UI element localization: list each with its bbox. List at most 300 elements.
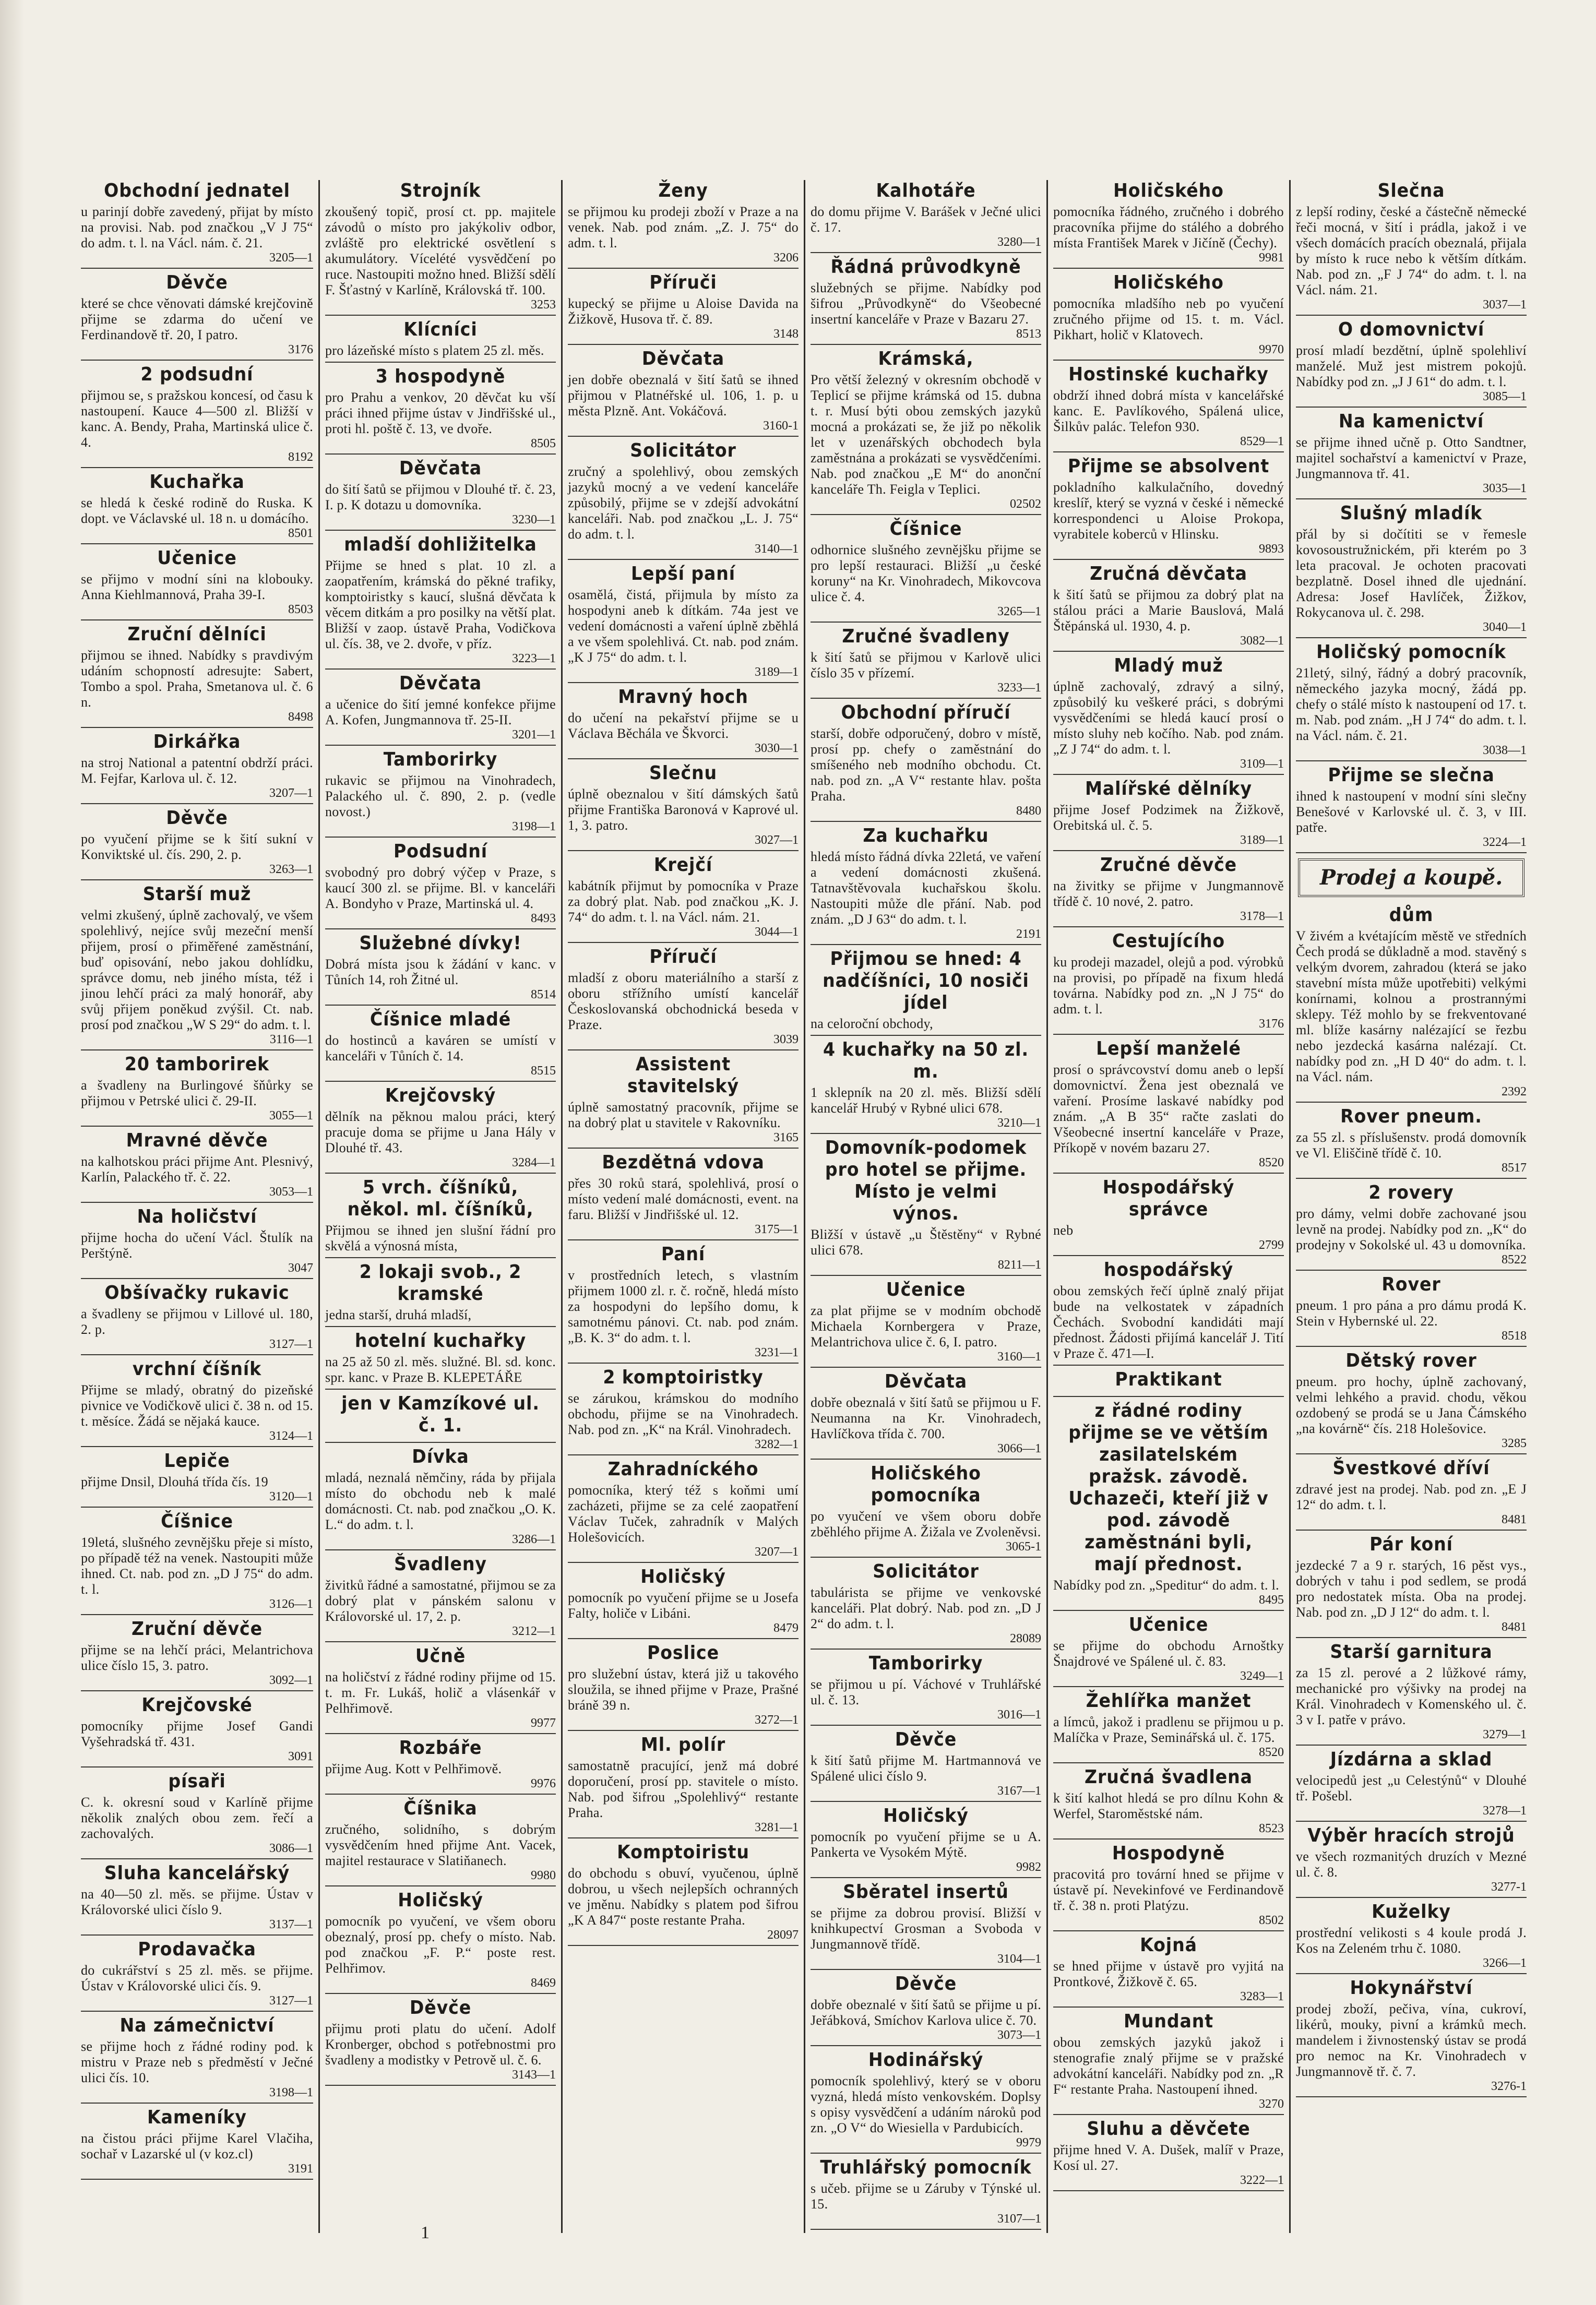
ad-heading: Řádná průvodkyně: [830, 256, 1021, 278]
ad-heading: Holičský: [883, 1805, 969, 1826]
ad-reference-number: 3047: [288, 1261, 313, 1275]
ad-body: přijme se na lehčí práci, Melantrichova ulice číslo 15, 3. patro.: [81, 1642, 313, 1673]
ad-heading: Slečnu: [649, 762, 717, 784]
ad-heading: Starší muž: [142, 883, 252, 905]
ad-reference-number: 3266—1: [1483, 1956, 1527, 1970]
ad-reference-number: 3230—1: [512, 513, 556, 527]
ad-heading: O domovnictví: [1338, 319, 1485, 340]
ad-body: zkoušený topič, prosí ct. pp. majitele závodů o místo pro jakýkoliv odbor, zvláště pro elektrické osvětlení s akumulátory. Vícelété vysvědčení po ruce. Nastoupiti možno hned. Bližší sdělí F. Šťastný v Karlíně, Královská tř. 100.: [325, 204, 556, 297]
classified-ad: [81, 1450, 313, 1508]
ad-reference-number: 3082—1: [1240, 634, 1284, 648]
ad-heading: Číšnice: [161, 1511, 233, 1532]
ad-reference-number: 3035—1: [1483, 482, 1527, 495]
classified-ad: [568, 1367, 799, 1455]
ad-body: osamělá, čistá, přijmula by místo za hospodyni aneb k dítkám. 74a jest ve vedení domácnosti a vaření úplně zběhlá a ve všem spolehlivá. Ct. nab. pod znám. „K J 75“ do adm. t. l.: [568, 587, 799, 665]
classified-ad: [811, 1039, 1041, 1134]
ad-body: se zárukou, krámskou do modního obchodu, přijme se na Vinohradech. Nab. pod zn. „K“ na Král. Vinohradech.: [568, 1391, 799, 1437]
ad-heading: Praktikant: [1115, 1369, 1222, 1390]
ad-reference-number: 8479: [773, 1621, 799, 1635]
ad-reference-number: 3282—1: [755, 1438, 799, 1451]
classified-ad: [1053, 1259, 1284, 1366]
ad-heading: 2 lokaji svob., 2 kramské: [359, 1261, 522, 1305]
classified-ad: [811, 1279, 1041, 1368]
page-gutter-shadow: [0, 0, 24, 2305]
ad-reference-number: 9977: [531, 1716, 556, 1730]
classified-ad: [1296, 1534, 1527, 1638]
ad-reference-number: 8480: [1016, 804, 1041, 818]
ad-reference-number: 3160—1: [997, 1350, 1041, 1364]
classified-ad: [81, 624, 313, 728]
ad-body: z lepší rodiny, české a částečně německé řeči mocná, v šití i prádla, jakož i ve všech domácích pracích obeznalá, přijala by místo k ruce nebo k větším dítkám. Nab. pod zn. „F J 74“ do adm. t. l. na Václ. nám. 21.: [1296, 204, 1527, 297]
ad-heading: dům: [1389, 904, 1434, 926]
ad-heading: Pár koní: [1369, 1534, 1453, 1555]
ad-body: prosí mladí bezdětní, úplně spolehliví manželé. Muž jest mistrem pokojů. Nabídky pod zn. „J J 61“ do adm. t. l.: [1296, 343, 1527, 389]
ad-body: kupecký se přijme u Aloise Davida na Žižkově, Husova tř. č. 89.: [568, 296, 799, 327]
ad-body: Bližší v ústavě „u Štěstěny“ v Rybné ulici 678.: [811, 1227, 1041, 1258]
ad-body: neb: [1053, 1223, 1074, 1238]
ad-body: pomocníka řádného, zručného i dobrého pracovníka přijme do stálého a dobrého místa František Marek v Jičíně (Čechy).: [1053, 204, 1284, 250]
classified-ad: [325, 366, 556, 455]
ad-heading: Zručné děvče: [1100, 854, 1237, 876]
ad-body: přes 30 roků stará, spolehlivá, prosí o místo vedení malé domácnosti, event. na faru. Bližší v Jindřišské ul. 12.: [568, 1176, 799, 1222]
ad-body: a švadleny se přijmou v Lillové ul. 180, 2. p.: [81, 1306, 313, 1337]
ad-reference-number: 3053—1: [269, 1185, 313, 1199]
ad-body: pomocníky přijme Josef Gandi Vyšehradská tř. 431.: [81, 1718, 313, 1749]
ad-heading: Na zámečnictví: [120, 2015, 275, 2036]
ad-reference-number: 3276-1: [1491, 2080, 1527, 2093]
ad-body: obou zemských řečí úplně znalý přijat bude na velkostatek v západních Čechách. Svobodní kandidáti mají přednost. Žádosti přijímá kancelář J. Tití v Praze č. 471—I.: [1053, 1283, 1284, 1361]
classified-ad: [1053, 563, 1284, 652]
classified-ad: [81, 1511, 313, 1615]
ad-heading: Assistent stavitelský: [627, 1054, 739, 1097]
ad-body: 1 sklepník na 20 zl. měs. Bližší sdělí kancelář Hrubý v Rybné ulici 678.: [811, 1085, 1041, 1116]
classified-ad: [811, 1729, 1041, 1802]
section-heading-sale: Prodej a koupě.: [1298, 858, 1524, 897]
ad-body: se hledá k české rodině do Ruska. K dopt. ve Václavské ul. 18 n. u domácího.: [81, 495, 313, 526]
ad-body: starší, dobře odporučený, dobro v místě, prosí pp. chefy o zaměstnání do smíšeného neb modního obchodu. Ct. nab. pod zn. „A V“ restante hlav. pošta Praha.: [811, 726, 1041, 804]
ad-heading: Holičského pomocníka: [871, 1463, 981, 1506]
ad-body: se přijme za dobrou provisí. Bližší v knihkupectví Grosman a Svoboda v Jungmannově třídě.: [811, 1905, 1041, 1952]
classified-ad: [325, 1798, 556, 1886]
classified-ad: [811, 180, 1041, 253]
ad-reference-number: 3127—1: [269, 1337, 313, 1351]
ad-body: pro lázeňské místo s platem 25 zl. měs.: [325, 343, 544, 358]
ad-reference-number: 3086—1: [269, 1842, 313, 1855]
ad-reference-number: 3116—1: [269, 1033, 313, 1046]
ad-reference-number: 8493: [531, 912, 556, 925]
ad-body: se přijmou ku prodeji zboží v Praze a na venek. Nab. pod znám. „Z. J. 75“ do adm. t. l.: [568, 204, 799, 250]
ad-body: do učení na pekařství přijme se u Václava Běchála ve Škvorci.: [568, 710, 799, 741]
classified-ad: [1053, 1614, 1284, 1687]
ad-body: živitků řádné a samostatné, přijmou se za dobrý plat v pánském salonu v Královorské ul. 17, 2. p.: [325, 1578, 556, 1624]
ad-body: C. k. okresní soud v Karlíně přijme několik znalých obou zem. řečí a zachovalých.: [81, 1795, 313, 1841]
ad-heading: Obšívačky rukavic: [104, 1282, 290, 1304]
classified-ad: [568, 1842, 799, 1946]
ad-reference-number: 3265—1: [997, 605, 1041, 618]
ad-body: V živém a kvétajícím městě ve středních Čech prodá se důkladně a mod. stavěný s velkým dvorem, zahradou (která se jako stavební místa může upotřebiti) velkými konírnami, kolnou a prostrannými sklepy. Též mohlo by se frekventované ml. blíže kasárny nalézající se řezbu nebo jezdecká kasárna nalézají. Ct. nabídky pod zn. „H D 40“ do adm. t. l. na Václ. nám.: [1296, 928, 1527, 1084]
ad-reference-number: 2392: [1502, 1085, 1527, 1098]
classified-ad: [568, 1244, 799, 1364]
ad-reference-number: 3055—1: [269, 1109, 313, 1122]
ad-reference-number: 3198—1: [512, 820, 556, 833]
ad-reference-number: 9982: [1016, 1860, 1041, 1874]
ad-heading: písaři: [168, 1771, 226, 1792]
ad-heading: Krejčí: [653, 854, 713, 876]
ad-heading: Holičský: [640, 1566, 726, 1587]
classified-ad: [811, 1137, 1041, 1276]
ad-reference-number: 3016—1: [997, 1708, 1041, 1722]
ad-reference-number: 9980: [531, 1869, 556, 1882]
ad-heading: Služebné dívky!: [359, 933, 522, 954]
ad-heading: Bezdětná vdova: [602, 1152, 765, 1173]
ad-heading: Holičského: [1113, 180, 1224, 201]
classified-ad: [1053, 456, 1284, 560]
classified-ad: [1053, 272, 1284, 361]
classified-ad: [81, 731, 313, 804]
ad-body: Přijme se mladý, obratný do pizeňské pivnice ve Vodičkově ulici č. 38 n. od 15. t. měsíce. Žádá se nějaká kauce.: [81, 1382, 313, 1429]
ad-heading: Mundant: [1123, 2011, 1214, 2032]
ad-heading: Děvčata: [399, 458, 482, 479]
ad-heading: Číšnice: [889, 518, 962, 540]
ad-reference-number: 3039: [773, 1033, 799, 1046]
ad-body: k šití šatů se přijmou v Karlově ulici číslo 35 v přízemí.: [811, 650, 1041, 680]
ad-heading: Zahradníckého: [608, 1459, 759, 1480]
classified-ad: [1296, 1901, 1527, 1974]
ad-heading: Zruční děvče: [132, 1618, 263, 1640]
ad-body: pneum. 1 pro pána a pro dámu prodá K. Stein v Hybernské ul. 22.: [1296, 1298, 1527, 1329]
ad-body: přijmou se ihned. Nabídky s pravdivým udáním schopností adresujte: Sabert, Tombo a spol. Praha, Smetanova ul. č. 6 n.: [81, 648, 313, 710]
classified-ad: [81, 1618, 313, 1691]
ad-reference-number: 3253: [531, 298, 556, 312]
ad-heading: Číšnice mladé: [370, 1009, 511, 1030]
ad-heading: Učenice: [1128, 1614, 1209, 1635]
classified-ad: [1053, 1369, 1284, 1397]
ad-heading: Slušný mladík: [1340, 503, 1483, 524]
ad-reference-number: 3206: [773, 251, 799, 265]
ad-heading: Podsudní: [393, 841, 488, 862]
classified-ad: [325, 1997, 556, 2086]
ad-reference-number: 3027—1: [755, 833, 799, 847]
ad-reference-number: 3030—1: [755, 742, 799, 755]
ad-heading: Mladý muž: [1114, 655, 1223, 676]
classified-ad: [1296, 1106, 1527, 1179]
ad-heading: Zručné švadleny: [842, 626, 1010, 647]
ad-heading: jen v Kamzíkové ul. č. 1.: [341, 1393, 540, 1436]
ad-heading: 2 podsudní: [140, 364, 254, 385]
ad-heading: Lepší manželé: [1096, 1038, 1241, 1059]
ad-body: velocipedů jest „u Celestýnů“ v Dlouhé tř. Pošebl.: [1296, 1773, 1527, 1804]
ad-reference-number: 3189—1: [755, 665, 799, 679]
ad-reference-number: 3085—1: [1483, 390, 1527, 403]
ad-heading: Děvče: [895, 1729, 957, 1750]
ad-body: u parinjí dobře zavedený, přijat by místo na provisi. Nab. pod značkou „V J 75“ do adm. t. l. na Václ. nám. č. 21.: [81, 204, 313, 250]
classified-ad: [1053, 180, 1284, 269]
ad-reference-number: 2191: [1016, 927, 1041, 941]
ad-reference-number: 3038—1: [1483, 744, 1527, 757]
ad-body: dobře obeznalá v šití šatů se přijmou u F. Neumanna na Kr. Vinohradech, Havlíčkova třída č. 700.: [811, 1395, 1041, 1441]
classified-ad: [81, 2015, 313, 2104]
classified-ad: [1053, 1843, 1284, 1931]
ad-body: mladá, neznalá němčiny, ráda by přijala místo do obchodu neb k malé domácnosti. Ct. nab. pod značkou „O. K. L.“ do adm. t. l.: [325, 1470, 556, 1532]
ad-body: na živitky se přijme v Jungmannově třídě č. 10 nové, 2. patro.: [1053, 878, 1284, 909]
ad-reference-number: 8495: [1259, 1593, 1284, 1607]
ad-body: přijmou se, s pražskou koncesí, od času k nastoupení. Kauce 4—500 zl. Bližší v kanc. A. Bendy, Praha, Martinská ulice č. 4.: [81, 388, 313, 450]
ad-reference-number: 3207—1: [755, 1545, 799, 1559]
ad-body: 21letý, silný, řádný a dobrý pracovník, německého jazyka mocný, žádá pp. chefy o stálé místo k nastoupení od 17. t. m. Nab. pod znám. „H J 74“ do adm. t. l. na Václ. nám. č. 21.: [1296, 665, 1527, 743]
ad-reference-number: 9976: [531, 1777, 556, 1790]
ad-heading: hotelní kuchařky: [354, 1330, 527, 1352]
classified-ad: [81, 883, 313, 1050]
classified-ad: [568, 1459, 799, 1563]
ad-body: k šití kalhot hledá se pro dílnu Kohn & Werfel, Staroměstské nám.: [1053, 1790, 1284, 1821]
ad-reference-number: 28089: [1010, 1632, 1041, 1645]
classified-ad: [811, 348, 1041, 515]
ad-heading: Rover pneum.: [1340, 1106, 1482, 1127]
ad-reference-number: 3233—1: [997, 681, 1041, 695]
classified-ad: [1296, 1458, 1527, 1531]
ad-reference-number: 3212—1: [512, 1625, 556, 1638]
ad-heading: 2 rovery: [1368, 1182, 1454, 1203]
ad-reference-number: 3207—1: [269, 786, 313, 800]
ad-heading: Kojná: [1140, 1934, 1197, 1956]
ad-reference-number: 3044—1: [755, 925, 799, 939]
ad-body: na celoroční obchody,: [811, 1016, 933, 1031]
classified-ad: [811, 256, 1041, 345]
ad-reference-number: 9970: [1259, 343, 1284, 356]
ad-heading: Ženy: [658, 180, 708, 201]
ad-reference-number: 9979: [1016, 2136, 1041, 2149]
ad-heading: Starší garnitura: [1330, 1641, 1493, 1663]
ad-heading: Krámská,: [878, 348, 974, 369]
column-2: [318, 180, 561, 2233]
classified-ad: [1053, 1400, 1284, 1611]
classified-ad: [1053, 1038, 1284, 1174]
ad-reference-number: 3263—1: [269, 863, 313, 876]
ad-reference-number: 3092—1: [269, 1674, 313, 1687]
ad-heading: Dirkářka: [153, 731, 241, 753]
classified-ad: [811, 1371, 1041, 1460]
ad-heading: Lepší paní: [630, 563, 736, 584]
ad-reference-number: 8515: [531, 1064, 556, 1078]
ad-body: po vyučení přijme se k šití sukní v Konviktské ul. čís. 290, 2. p.: [81, 831, 313, 862]
classified-ad: [81, 547, 313, 620]
ad-reference-number: 3140—1: [755, 542, 799, 556]
ad-reference-number: 3223—1: [512, 652, 556, 665]
classified-ad: [1053, 1177, 1284, 1256]
ad-reference-number: 8211—1: [997, 1258, 1041, 1272]
ad-body: na holičství z řádné rodiny přijme od 15. t. m. Fr. Lukáš, holič a vlásenkář v Pelhřimově.: [325, 1669, 556, 1716]
ad-reference-number: 3198—1: [269, 2086, 313, 2099]
ad-body: obou zemských jazyků jakož i stenografie znalý přijme se v pražské advokátní kanceláři. Nabídky pod zn. „R F“ restante Praha. Nastoupení ihned.: [1053, 2035, 1284, 2097]
ad-body: do cukrářství s 25 zl. měs. se přijme. Ústav v Královorské ulici čís. 9.: [81, 1963, 313, 1993]
ad-body: prodej zboží, pečiva, vína, cukroví, likérů, mouky, pivní a krámků mech. mandelem i živnostenský ústav se prodá pro nemoc na Kr. Vinohradech v Jungmannově tř. č. 7.: [1296, 2001, 1527, 2079]
classified-ad: [81, 1282, 313, 1355]
ad-reference-number: 3109—1: [1240, 757, 1284, 771]
ad-reference-number: 3191: [288, 2162, 313, 2176]
ad-body: velmi zkušený, úplně zachovalý, ve všem spolehlivý, nejíce svůj mezeční menší přijem, prosí o přiměřené zaměstnání, buď opisování, nebo jakou dohlídku, správce domu, neb jiného místa, též i jinou lehčí práci za malý honorář, aby svůj přijem poněkud zvýšil. Ct. nab. prosí pod značkou „W S 29“ do adm. t. l.: [81, 907, 313, 1032]
ad-body: se přijmou u pí. Váchové v Truhlářské ul. č. 13.: [811, 1677, 1041, 1707]
ad-body: které se chce věnovati dámské krejčovině přijme se zdarma do učení ve Ferdinandově tř. 20, I patro.: [81, 296, 313, 342]
ad-heading: Učenice: [157, 547, 237, 569]
classified-ad: [811, 1973, 1041, 2046]
ad-heading: Zručná děvčata: [1090, 563, 1247, 584]
ad-body: jedna starší, druhá mladší,: [325, 1307, 472, 1322]
ad-reference-number: 3143—1: [512, 2068, 556, 2082]
ad-body: ku prodeji mazadel, olejů a pod. výrobků na provisi, po případě na fixum hledá továrna. Nabídky pod zn. „N J 75“ do adm. t. l.: [1053, 954, 1284, 1017]
ad-heading: Komptoiristu: [617, 1842, 749, 1863]
ad-body: přijme Aug. Kott v Pelhřimově.: [325, 1761, 502, 1776]
classified-ad: [325, 1330, 556, 1390]
ad-body: Dobrá místa jsou k žádání v kanc. v Tůních 14, roh Žitné ul.: [325, 957, 556, 987]
ad-heading: Děvče: [895, 1973, 957, 1995]
ad-reference-number: 3040—1: [1483, 620, 1527, 634]
ad-reference-number: 3160-1: [763, 419, 799, 433]
ad-body: pomocník po vyučení, ve všem oboru obeznalý, prosí pp. chefy o místo. Nab. pod značkou „F. P.“ poste rest. Pelhřimov.: [325, 1914, 556, 1976]
ad-body: jezdecké 7 a 9 r. starých, 16 pěst vys., dobrých v tahu i pod sedlem, se prodá pro nedostatek místa. Oba na prodej. Nab. pod zn. „D J 12“ do adm. t. l.: [1296, 1558, 1527, 1620]
classified-ad: [1296, 1641, 1527, 1746]
ad-heading: 3 hospodyně: [375, 366, 506, 387]
classified-ad: [1296, 1350, 1527, 1454]
ad-heading: Děvče: [166, 272, 228, 293]
classified-ad: [1053, 1934, 1284, 2008]
ad-body: kabátník přijmut by pomocníka v Praze za dobrý plat. Nab. pod značkou „K. J. 74“ do adm. t. l. na Václ. nám. 21.: [568, 878, 799, 925]
ad-reference-number: 8469: [531, 1976, 556, 1990]
classified-ad: [1053, 364, 1284, 452]
ad-body: služebných se přijme. Nabídky pod šifrou „Průvodkyně“ do Všeobecné insertní kanceláře v Praze v Bazaru 27.: [811, 280, 1041, 327]
ad-heading: Poslice: [647, 1642, 719, 1664]
ad-body: pracovitá pro tovární hned se přijme v ústavě pí. Nevekinfové ve Ferdinandově tř. č. 38 n. proti Platýzu.: [1053, 1867, 1284, 1913]
classified-ad: [325, 1890, 556, 1994]
ad-heading: Přijme se absolvent: [1067, 456, 1270, 477]
ad-body: Pro větší železný v okresním obchodě v Teplicí se přijme krámská od 15. dubna t. r. Musí býti obou zemských jazyků mocná a prokázati se, že již po několik let v uzenářských obchodech byla zaměstnána a prokázati se vysvědčeními. Nab. pod značkou „E M“ do anonční kanceláře Th. Feigla v Teplici.: [811, 372, 1041, 497]
ad-reference-number: 3148: [773, 327, 799, 341]
ad-reference-number: 9893: [1259, 542, 1284, 556]
ad-body: rukavic se přijmou na Vinohradech, Palackého ul. č. 890, 2. p. (vedle novost.): [325, 773, 556, 819]
ad-body: prosí o správcovství domu aneb o lepší domovnictví. Žena jest obeznalá ve vaření. Prosíme laskavé nabídky pod znám. „A B 35“ račte zaslati do Všeobecné insertní kanceláře v Praze, Příkopě v novém bazaru 27.: [1053, 1062, 1284, 1155]
classified-ad: [81, 364, 313, 468]
ad-body: pro služební ústav, která již u takového sloužila, se ihned přijme v Praze, Prašné bráně 39 n.: [568, 1666, 799, 1713]
ad-heading: Kuželky: [1372, 1901, 1451, 1922]
classified-ad: [568, 854, 799, 943]
classified-ad: [325, 180, 556, 316]
ad-body: úplně obeznalou v šití dámských šatů přijme Františka Baronová v Kaprové ul. 1, 3. patro.: [568, 786, 799, 833]
ad-body: 19letá, slušného zevnějšku přeje si místo, po případě též na venek. Nastoupiti může ihned. Ct. nab. pod zn. „D J 75“ do adm. t. l.: [81, 1535, 313, 1597]
column-1: [76, 180, 318, 2233]
classified-ad: [325, 673, 556, 746]
column-3: [561, 180, 804, 2233]
ad-reference-number: 2799: [1259, 1238, 1284, 1252]
classified-ad: [1296, 1749, 1527, 1822]
column-4: [804, 180, 1046, 2233]
classified-ad: [81, 1862, 313, 1936]
classified-ad: [811, 626, 1041, 699]
classified-ad: [1053, 854, 1284, 927]
ad-body: pokladního kalkulačního, dovedný kreslíř, který se vyzná v české i německé korrespondenci u Aloise Prokopa, vyrabitele koberců v Hlinsku.: [1053, 480, 1284, 542]
ad-heading: Rover: [1381, 1274, 1441, 1295]
classified-ad: [1053, 655, 1284, 775]
classified-ad: [81, 807, 313, 880]
classified-ad: [325, 534, 556, 670]
classified-ad: [325, 458, 556, 531]
ad-heading: Solicitátor: [630, 440, 736, 461]
classified-ad: [325, 1737, 556, 1795]
ad-body: a učenice do šití jemné konfekce přijme A. Kofen, Jungmannova tř. 25-II.: [325, 697, 556, 727]
ad-heading: Paní: [661, 1244, 706, 1265]
ad-heading: Sluha kancelářský: [104, 1862, 290, 1884]
ad-heading: Výběr hracích strojů: [1307, 1825, 1515, 1846]
ad-body: se přijme hoch z řádné rodiny pod. k mistru v Praze neb s předměstí v Ječné ulici čís. 10.: [81, 2039, 313, 2085]
ad-heading: Krejčovský: [385, 1085, 496, 1106]
classified-ad: [811, 2157, 1041, 2230]
ad-reference-number: 8520: [1259, 1156, 1284, 1169]
ad-body: v prostředních letech, s vlastním přijmem 1000 zl. r. č. ročně, hledá místo za hospodyni do lepšího domu, k samotnému pánovi. Ct. nab. pod znám. „B. K. 3“ do adm. t. l.: [568, 1268, 799, 1345]
ad-body: na 40—50 zl. měs. se přijme. Ústav v Královorské ulici číslo 9.: [81, 1886, 313, 1917]
ad-heading: z řádné rodiny přijme se ve větším zasilatelském pražsk. závodě. Uchazeči, kteří již v pod. závodě zaměstnáni byli, mají přednost.: [1068, 1400, 1269, 1575]
classified-ad: [811, 825, 1041, 945]
ad-body: na čistou práci přijme Karel Vlačiha, sochař v Lazarské ul (v koz.cl): [81, 2131, 313, 2161]
ad-reference-number: 8520: [1259, 1746, 1284, 1759]
ad-heading: 5 vrch. číšníků, někol. ml. číšníků,: [347, 1177, 534, 1220]
classified-ad: [1296, 503, 1527, 638]
classified-ad: [568, 686, 799, 759]
ad-heading: Jízdárna a sklad: [1330, 1749, 1493, 1770]
ad-reference-number: 3189—1: [1240, 833, 1284, 847]
ad-reference-number: 8192: [288, 450, 313, 464]
ad-heading: 20 tamborirek: [124, 1054, 270, 1075]
ad-reference-number: 9981: [1259, 251, 1284, 265]
ad-reference-number: 3281—1: [755, 1821, 799, 1834]
ad-body: pro Prahu a venkov, 20 děvčat ku vší práci ihned přijme ústav v Jindřišské ul., proti hl. poště č. 13, ve dvoře.: [325, 390, 556, 436]
ad-body: obdrží ihned dobrá místa v kancelářské kanc. E. Pavlíkového, Spálená ulice, Šilkův palác. Telefon 930.: [1053, 388, 1284, 434]
ad-body: přijme hned V. A. Dušek, malíř v Praze, Kosí ul. 27.: [1053, 2142, 1284, 2173]
classified-ad: [811, 948, 1041, 1036]
classified-ad: [1296, 319, 1527, 408]
classified-ad: [1053, 2118, 1284, 2191]
ad-heading: Rozbáře: [399, 1737, 482, 1759]
classified-ad: [325, 1446, 556, 1550]
classified-ad: [811, 1463, 1041, 1558]
ad-body: přál by si dočítiti se v řemesle kovosoustružnickém, při kterém po 3 leta pracoval. Je ochoten pracovati bezplatně. Dosel ihned dle ujednání. Adresa: Josef Havlíček, Žižkov, Rokycanova ul. č. 298.: [1296, 527, 1527, 620]
ad-body: ihned k nastoupení v modní síni slečny Benešové v Karlovské ul. č. 3, v III. patře.: [1296, 789, 1527, 835]
ad-heading: Děvčata: [884, 1371, 968, 1392]
ad-body: přijme Josef Podzimek na Žižkově, Orebitská ul. č. 5.: [1053, 802, 1284, 833]
page-number: 1: [421, 2223, 430, 2242]
ad-reference-number: 02502: [1010, 497, 1041, 511]
classified-ad: [81, 180, 313, 269]
ad-reference-number: 3249—1: [1240, 1669, 1284, 1683]
ad-body: tabulárista se přijme ve venkovské kanceláři. Plat dobrý. Nab. pod zn. „D J 2“ do adm. t. l.: [811, 1585, 1041, 1631]
ad-heading: Cestujícího: [1112, 930, 1225, 952]
classified-ad: [1296, 641, 1527, 761]
ad-reference-number: 3222—1: [1240, 2173, 1284, 2187]
ad-body: k šití šatů se přijmou za dobrý plat na stálou práci a Marie Bauslová, Malá Štěpánská ul. 1930, 4. p.: [1053, 587, 1284, 634]
classified-ad: [81, 471, 313, 544]
ad-body: samostatně pracující, jenž má dobré doporučení, prosí pp. stavitele o místo. Nab. pod šifrou „Spolehlivý“ restante Praha.: [568, 1758, 799, 1820]
ad-reference-number: 8481: [1502, 1620, 1527, 1634]
ad-heading: Tamborirky: [868, 1653, 983, 1674]
ad-heading: vrchní číšník: [132, 1358, 262, 1380]
ad-reference-number: 8503: [288, 603, 313, 616]
ad-reference-number: 3176: [288, 343, 313, 356]
ad-heading: 2 komptoiristky: [603, 1367, 764, 1388]
ad-body: zručného, solidního, s dobrým vysvědčením hned přijme Ant. Vacek, majitel restaurace v Slatiňanech.: [325, 1822, 556, 1868]
ad-heading: Malířské dělníky: [1085, 778, 1252, 799]
classified-ad: [811, 2049, 1041, 2154]
ad-reference-number: 3224—1: [1483, 835, 1527, 849]
ad-heading: Kalhotáře: [876, 180, 976, 201]
ad-heading: Obchodní příručí: [841, 702, 1011, 723]
ad-body: Nabídky pod zn. „Speditur“ do adm. t. l.: [1053, 1578, 1279, 1593]
